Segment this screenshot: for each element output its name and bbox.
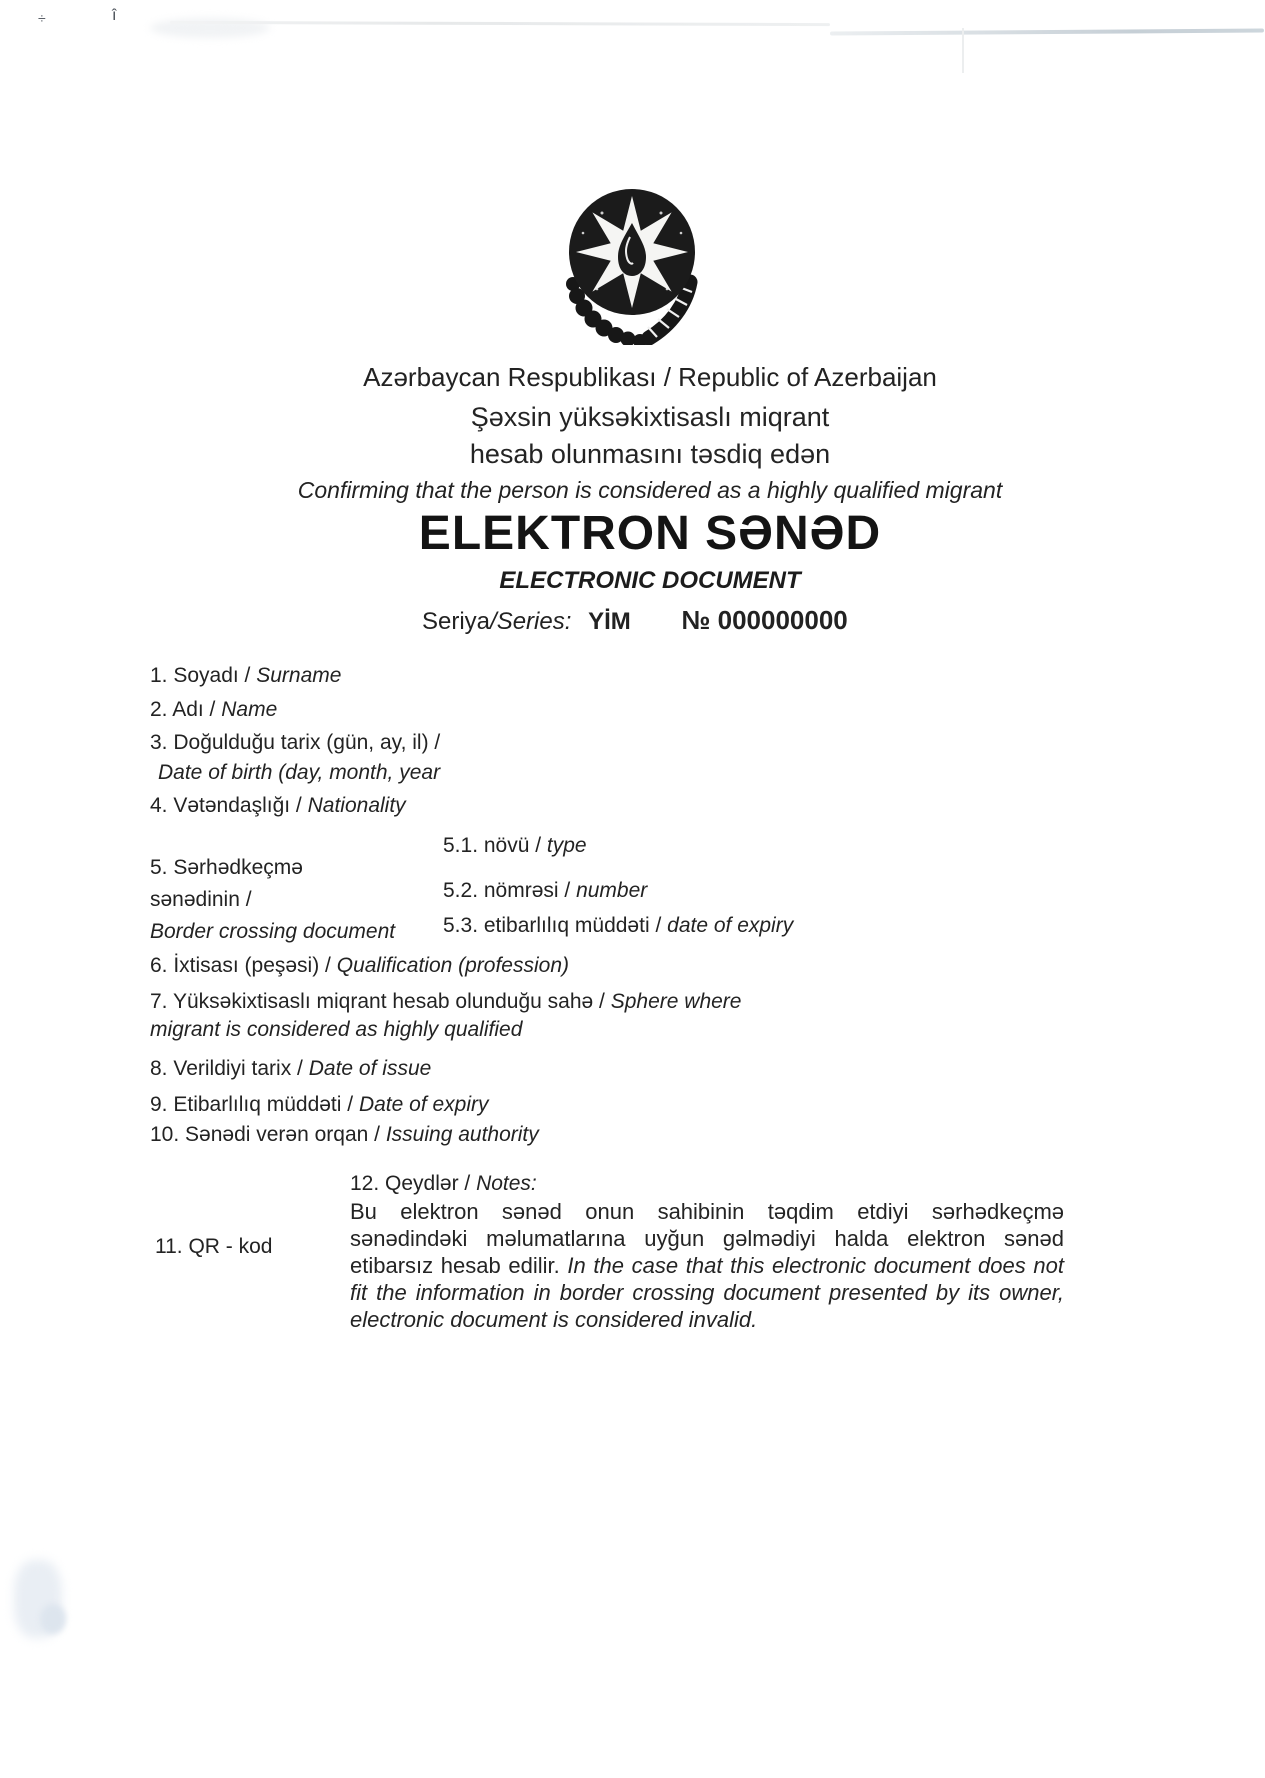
field-label-en: Qualification (profession) [336, 954, 570, 977]
field-label-en: type [546, 834, 587, 857]
scan-smudge [40, 1604, 66, 1634]
scan-smudge [14, 1560, 62, 1638]
document-title: ELEKTRON SƏNƏD [418, 507, 882, 560]
scan-smudge [150, 18, 270, 38]
field-surname [150, 663, 341, 689]
document-title-en: ELECTRONIC DOCUMENT [499, 567, 801, 594]
country-title: Azərbaycan Respublikası / Republic of Azerbaijan [363, 362, 937, 392]
scan-dust-mark: î [112, 7, 117, 24]
series-line [422, 605, 848, 636]
field-date-of-birth-az [150, 730, 440, 756]
field-label-en: Date of expiry [358, 1093, 489, 1116]
field-label-az: 1. Soyadı / [150, 664, 251, 687]
field-label-az: 5.2. nömrəsi / [443, 879, 571, 902]
field-date-of-birth-en [158, 760, 440, 786]
field-label-en-line1: Sphere where [610, 990, 742, 1013]
field-label-en: Nationality [307, 794, 406, 817]
field-document-number [443, 878, 647, 904]
field-label-az: 12. Qeydlər / [350, 1172, 471, 1195]
field-label-en: Date of issue [308, 1057, 432, 1080]
field-label-az: 2. Adı / [150, 698, 216, 721]
field-notes-heading [350, 1172, 537, 1196]
field-date-of-issue [150, 1056, 431, 1082]
notes-text-en: In the case that this electronic document does not fit the information in border crossing document presented by its owner, electronic document is considered invalid. [350, 1253, 1064, 1332]
notes-paragraph [350, 1198, 1064, 1333]
field-label-en: Date of birth (day, month, year [158, 761, 441, 784]
field-label-en: Surname [256, 664, 342, 687]
field-label-az-line2: sənədinin / [150, 888, 252, 911]
field-label-az: 4. Vətəndaşlığı / [150, 794, 302, 817]
field-nationality [150, 793, 406, 819]
azerbaijan-state-emblem-icon [557, 185, 707, 345]
field-qualification [150, 953, 569, 979]
subtitle-az-line2: hesab olunmasını təsdiq edən [469, 439, 831, 469]
scan-streak [170, 21, 830, 26]
series-label-az: Seriya [422, 608, 491, 635]
field-label-en: date of expiry [667, 914, 794, 937]
notes-text-az: Bu elektron sənəd onun sahibinin təqdim etdiyi sərhədkeçmə sənədindəki məlumatlarına uyğun gəlmədiyi halda elektron sənəd etibarsız hesab edilir. [350, 1199, 1064, 1278]
scan-streak [830, 28, 1264, 35]
subtitle-en: Confirming that the person is considered as a highly qualified migrant [297, 477, 1003, 503]
field-label-az: 5.1. növü / [443, 834, 542, 857]
field-border-crossing-document [150, 852, 395, 948]
scan-fold-line [962, 28, 964, 73]
field-label-az: 9. Etibarlılıq müddəti / [150, 1093, 354, 1116]
series-value: YİM [588, 608, 631, 635]
field-label-en-line2: migrant is considered as highly qualified [150, 1018, 523, 1041]
document-number: № 000000000 [681, 605, 848, 635]
field-sphere [150, 988, 840, 1044]
field-document-expiry [443, 913, 793, 939]
field-qr-code-label [155, 1234, 273, 1260]
field-document-type [443, 833, 587, 859]
scan-dust-mark: ÷ [38, 10, 46, 26]
field-label-en: Notes: [476, 1172, 537, 1195]
field-label-az: 8. Verildiyi tarix / [150, 1057, 303, 1080]
field-label-az: 7. Yüksəkixtisaslı miqrant hesab olunduğu sahə / [150, 990, 605, 1013]
field-label-en: Issuing authority [385, 1123, 539, 1146]
field-date-of-expiry [150, 1092, 489, 1118]
field-label-az-line1: 5. Sərhədkeçmə [150, 856, 303, 879]
field-label-az: 11. QR - kod [155, 1235, 273, 1258]
field-label-az: 10. Sənədi verən orqan / [150, 1123, 380, 1146]
field-label-en: number [576, 879, 648, 902]
field-label-az: 6. İxtisası (peşəsi) / [150, 954, 331, 977]
subtitle-az-line1: Şəxsin yüksəkixtisaslı miqrant [470, 402, 830, 432]
field-name [150, 697, 277, 723]
field-label-az: 3. Doğulduğu tarix (gün, ay, il) / [150, 731, 441, 754]
field-label-en: Name [221, 698, 278, 721]
series-label-en: /Series: [490, 608, 572, 635]
field-issuing-authority [150, 1122, 539, 1148]
field-label-az: 5.3. etibarlılıq müddəti / [443, 914, 662, 937]
field-label-en: Border crossing document [150, 920, 396, 943]
